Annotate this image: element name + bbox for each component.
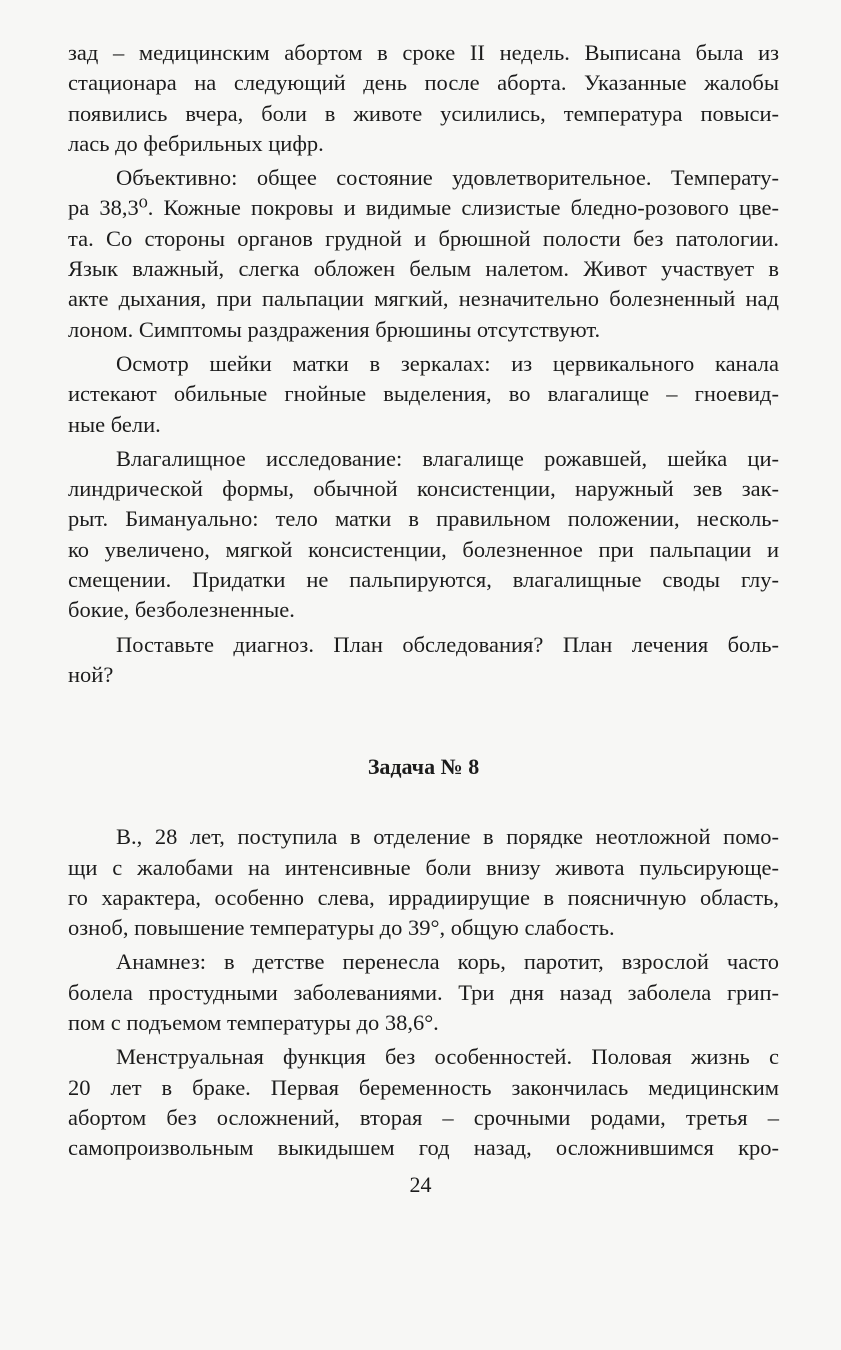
text-line: озноб, повышение температуры до 39°, общую слабость. <box>68 915 615 941</box>
text-line: В., 28 лет, поступила в отделение в порядке неотложной помо- <box>116 824 779 850</box>
text-line: го характера, особенно слева, иррадиирущие в поясничную область, <box>68 884 779 910</box>
text-line: ра 38,3⁰. Кожные покровы и видимые слизистые бледно-розового цве- <box>68 195 779 221</box>
text-line: зад – медицинским абортом в сроке II недель. Выписана была из <box>68 40 779 65</box>
text-line: Поставьте диагноз. План обследования? План лечения боль- <box>116 631 779 657</box>
paragraph <box>68 630 779 691</box>
text-line: смещении. Придатки не пальпируются, влагалищные своды глу- <box>68 567 779 593</box>
text-line: линдрической формы, обычной консистенции, наружный зев зак- <box>68 476 779 502</box>
text-line: та. Со стороны органов грудной и брюшной полости без патологии. <box>68 225 779 251</box>
text-line: лась до фебрильных цифр. <box>68 130 324 156</box>
task-heading: Задача № 8 <box>367 754 480 780</box>
text-line: истекают обильные гнойные выделения, во влагалище – гноевид- <box>68 381 779 407</box>
text-line: появились вчера, боли в животе усилились, температура повыси- <box>68 100 779 126</box>
text-line: Язык влажный, слегка обложен белым налетом. Живот участвует в <box>68 256 779 282</box>
text-line: ко увеличено, мягкой консистенции, болезненное при пальпации и <box>68 536 779 562</box>
text-line: лоном. Симптомы раздражения брюшины отсутствуют. <box>68 316 601 342</box>
text-line: самопроизвольным выкидышем год назад, осложнившимся кро- <box>68 1135 779 1161</box>
page-content <box>68 38 779 1164</box>
text-line: 20 лет в браке. Первая беременность закончилась медицинским <box>68 1074 779 1100</box>
paragraph <box>68 444 779 626</box>
paragraph <box>68 947 779 1038</box>
text-line: ные бели. <box>68 411 161 437</box>
paragraph <box>68 38 779 159</box>
text-line: Осмотр шейки матки в зеркалах: из цервикального канала <box>116 350 779 376</box>
text-line: Менструальная функция без особенностей. Половая жизнь с <box>116 1044 779 1070</box>
text-line: абортом без осложнений, вторая – срочными родами, третья – <box>68 1104 779 1130</box>
paragraph <box>68 1042 779 1163</box>
text-line: акте дыхания, при пальпации мягкий, незначительно болезненный над <box>68 286 779 312</box>
page-number: 24 <box>409 1172 432 1197</box>
text-line: Влагалищное исследование: влагалище рожавшей, шейка ци- <box>116 445 779 471</box>
text-line: стационара на следующий день после аборта. Указанные жалобы <box>68 70 779 96</box>
text-line: Анамнез: в детстве перенесла корь, паротит, взрослой часто <box>116 949 779 975</box>
text-line: болела простудными заболеваниями. Три дня назад заболела грип- <box>68 979 779 1005</box>
text-line: рыт. Бимануально: тело матки в правильном положении, несколь- <box>68 506 779 532</box>
text-line: ной? <box>68 661 114 687</box>
text-line: щи с жалобами на интенсивные боли внизу живота пульсирующе- <box>68 854 779 880</box>
text-line: бокие, безболезненные. <box>68 597 295 623</box>
text-line: пом с подъемом температуры до 38,6°. <box>68 1010 439 1036</box>
paragraph <box>68 163 779 345</box>
paragraph <box>68 349 779 440</box>
text-line: Объективно: общее состояние удовлетворительное. Температу- <box>116 165 779 191</box>
paragraph <box>68 822 779 943</box>
